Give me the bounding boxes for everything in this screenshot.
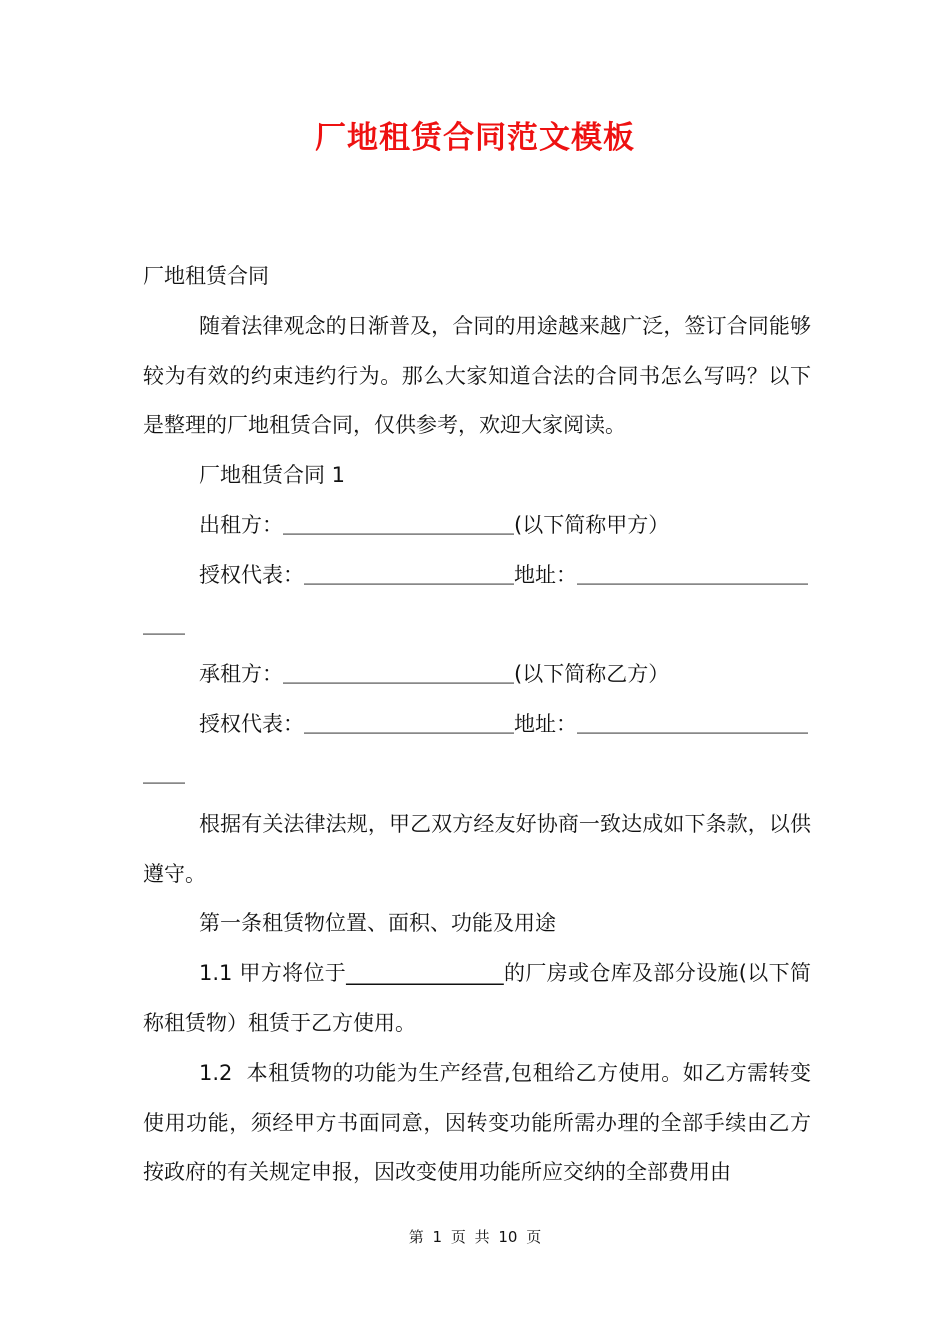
document-body <box>143 252 811 1198</box>
lessor-representative-line: 授权代表：＿＿＿＿＿＿＿＿＿＿地址：＿＿＿＿＿＿＿＿＿＿＿＿＿ <box>143 562 808 637</box>
section-heading: 厂地租赁合同 <box>143 264 269 288</box>
document-title: 厂地租赁合同范文模板 <box>315 120 635 156</box>
agreement-paragraph: 根据有关法律法规，甲乙双方经友好协商一致达成如下条款，以供遵守。 <box>143 811 811 886</box>
lessee-line: 承租方：＿＿＿＿＿＿＿＿＿＿＿(以下简称乙方） <box>199 662 670 687</box>
article-one-heading: 第一条租赁物位置、面积、功能及用途 <box>199 911 556 936</box>
page-footer: 第 1 页 共 10 页 <box>408 1228 542 1246</box>
clause-1-2: 1.2 本租赁物的功能为生产经营,包租给乙方使用。如乙方需转变使用功能，须经甲方书面同意，因转变功能所需办理的全部手续由乙方按政府的有关规定申报，因改变使用功能所应交纳的全部费用由 <box>143 1060 811 1185</box>
intro-paragraph: 随着法律观念的日渐普及，合同的用途越来越广泛，签订合同能够较为有效的约束违约行为。那么大家知道合法的合同书怎么写吗？以下是整理的厂地租赁合同，仅供参考，欢迎大家阅读。 <box>143 313 811 438</box>
lessor-line: 出租方：＿＿＿＿＿＿＿＿＿＿＿(以下简称甲方） <box>199 512 670 537</box>
lessee-representative-line: 授权代表：＿＿＿＿＿＿＿＿＿＿地址：＿＿＿＿＿＿＿＿＿＿＿＿＿ <box>143 712 808 786</box>
clause-1-1: 1.1 甲方将位于_______________的厂房或仓库及部分设施(以下简称租赁物）租赁于乙方使用。 <box>143 961 811 1035</box>
contract-number-heading: 厂地租赁合同 1 <box>199 463 346 488</box>
